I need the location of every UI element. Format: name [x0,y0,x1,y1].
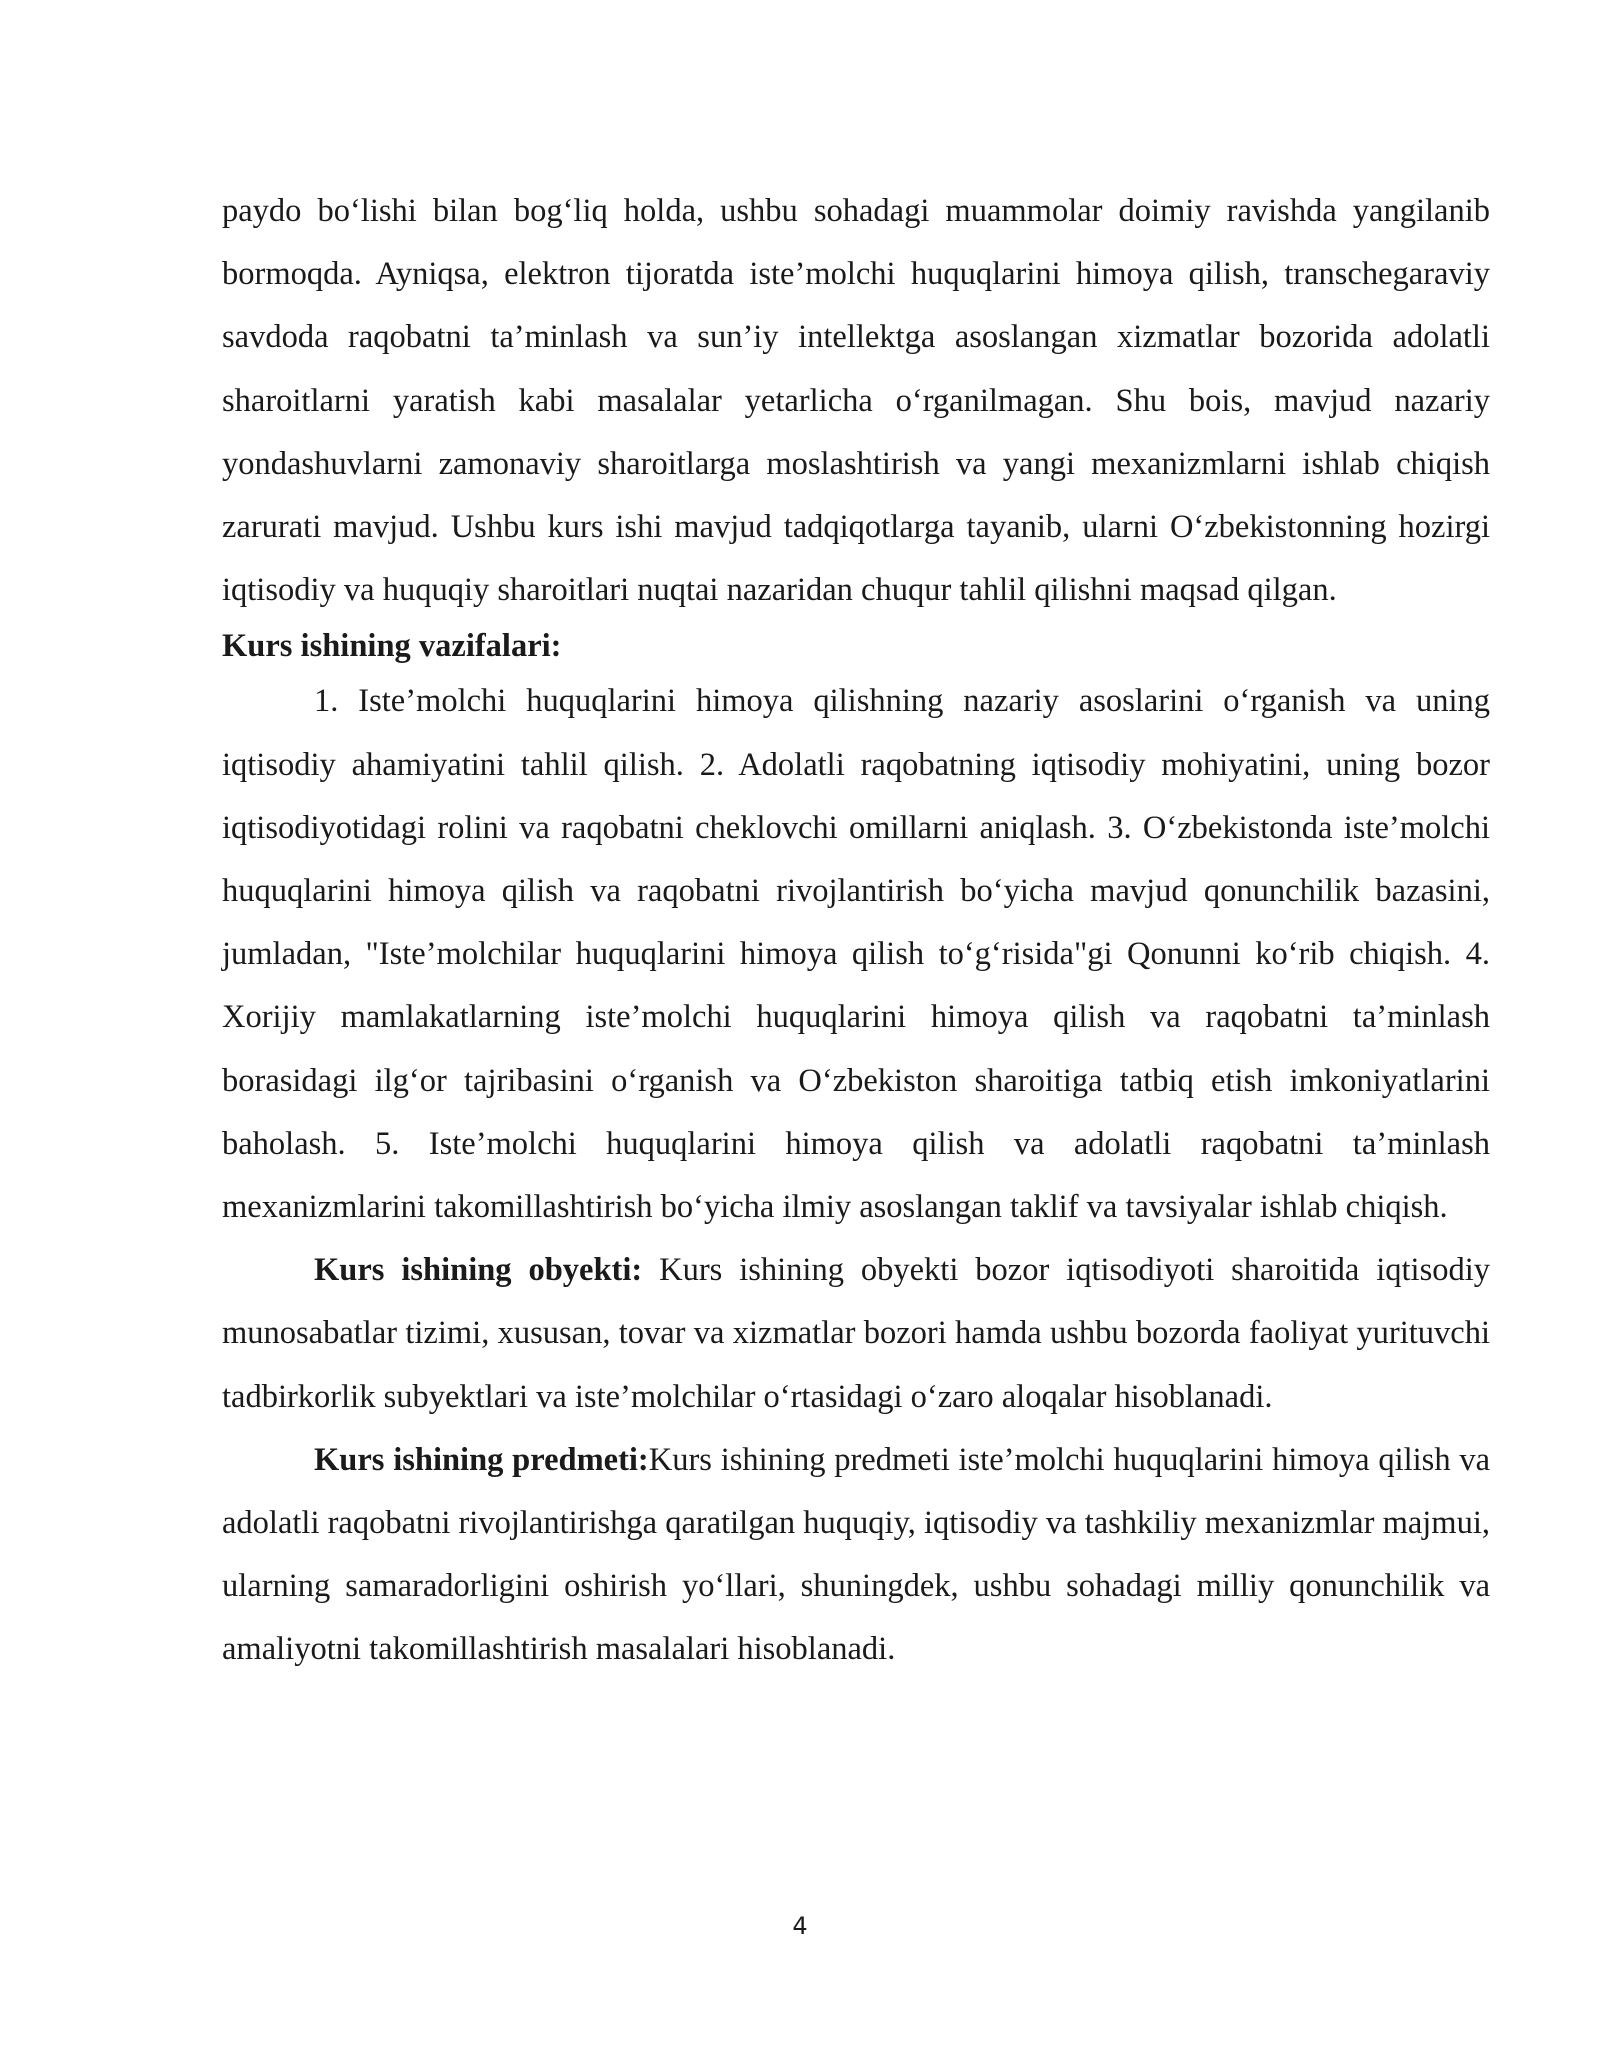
subject-label: Kurs ishining predmeti: [314,1441,649,1478]
page-number: 4 [792,1912,808,1940]
subject-text: Kurs ishining predmeti iste’molchi huquqlarini himoya qilish va adolatli raqobatni rivojlantirishga qaratilgan huquqiy, iqtisodiy va tashkiliy mexanizmlar majmui, ularning samaradorligini oshirish yo‘llari, shuningdek, ushbu sohadagi milliy qonunchilik va amaliyotni takomillashtirish masalalari hisoblanadi. [222,1441,1491,1668]
object-label: Kurs ishining obyekti: [314,1252,643,1289]
object-text: Kurs ishining obyekti bozor iqtisodiyoti sharoitida iqtisodiy munosabatlar tizimi, xususan, tovar va xizmatlar bozori hamda ushbu bozorda faoliyat yurituvchi tadbirkorlik subyektlari va iste’molchilar o‘rtasidagi o‘zaro aloqalar hisoblanadi. [222,1252,1490,1415]
object-paragraph [222,1239,1490,1429]
tasks-paragraph: 1. Iste’molchi huquqlarini himoya qilishning nazariy asoslarini o‘rganish va uning iqtisodiy ahamiyatini tahlil qilish. 2. Adolatli raqobatning iqtisodiy mohiyatini, uning bozor iqtisodiyotidagi rolini va raqobatni cheklovchi omillarni aniqlash. 3. O‘zbekistonda iste’molchi huquqlarini himoya qilish va raqobatni rivojlantirish bo‘yicha mavjud qonunchilik bazasini, jumladan, "Iste’molchilar huquqlarini himoya qilish to‘g‘risida"gi Qonunni ko‘rib chiqish. 4. Xorijiy mamlakatlarning iste’molchi huquqlarini himoya qilish va raqobatni ta’minlash borasidagi ilg‘or tajribasini o‘rganish va O‘zbekiston sharoitiga tatbiq etish imkoniyatlarini baholash. 5. Iste’molchi huquqlarini himoya qilish va adolatli raqobatni ta’minlash mexanizmlarini takomillashtirish bo‘yicha ilmiy asoslangan taklif va tavsiyalar ishlab chiqish. [222,683,1490,1226]
tasks-heading: Kurs ishining vazifalari: [222,628,562,665]
intro-paragraph: paydo bo‘lishi bilan bog‘liq holda, ushbu sohadagi muammolar doimiy ravishda yangilanib bormoqda. Ayniqsa, elektron tijoratda iste’molchi huquqlarini himoya qilish, transchegaraviy savdoda raqobatni ta’minlash va sun’iy intellektga asoslangan xizmatlar bozorida adolatli sharoitlarni yaratish kabi masalalar yetarlicha o‘rganilmagan. Shu bois, mavjud nazariy yondashuvlarni zamonaviy sharoitlarga moslashtirish va yangi mexanizmlarni ishlab chiqish zarurati mavjud. Ushbu kurs ishi mavjud tadqiqotlarga tayanib, ularni O‘zbekistonning hozirgi iqtisodiy va huquqiy sharoitlari nuqtai nazaridan chuqur tahlil qilishni maqsad qilgan. [222,193,1490,609]
document-page [222,180,1490,1682]
subject-paragraph [222,1429,1490,1682]
